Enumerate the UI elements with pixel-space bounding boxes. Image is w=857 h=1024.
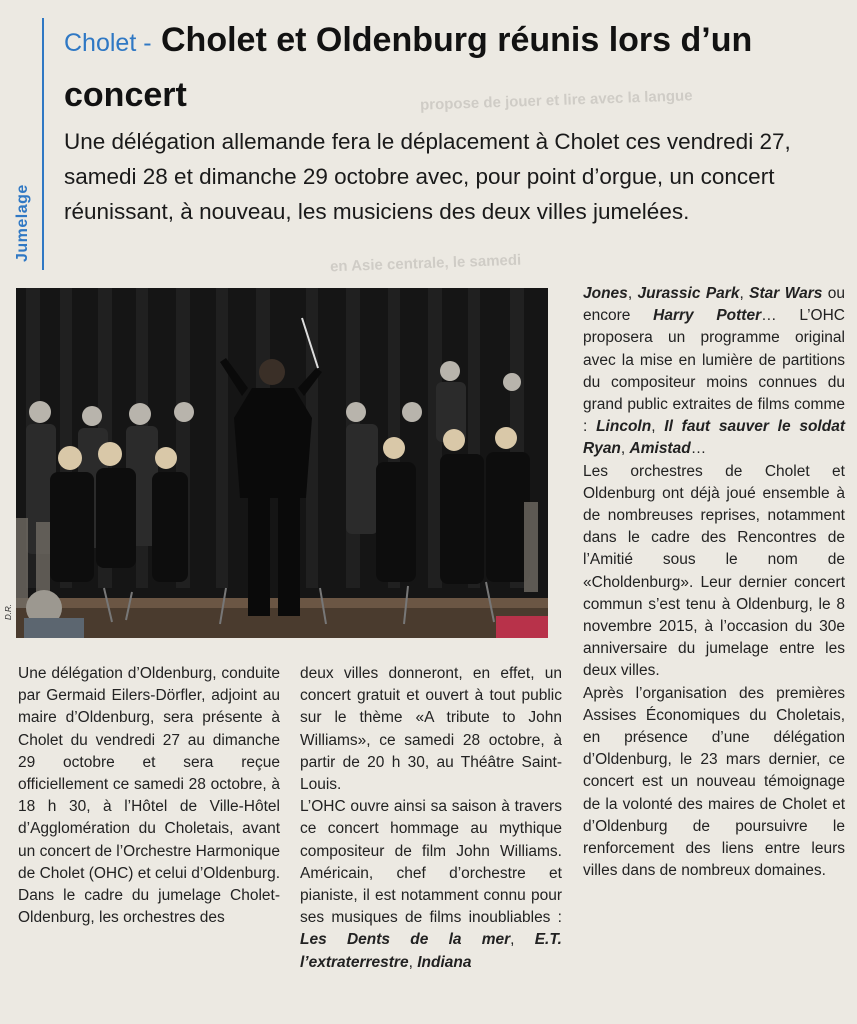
film-title: Star Wars xyxy=(749,285,823,302)
body-text: L’OHC ouvre ainsi sa saison à travers ce concert hommage au mythique compositeur de film John Williams. Américain, chef d’orchestre et pianiste, il est notamment connu pour ses musiques de films inoubliables : xyxy=(300,798,562,927)
bleed-through-text: en Asie centrale, le samedi xyxy=(329,251,522,276)
film-title: Les Dents de la mer xyxy=(300,931,511,949)
body-paragraph: deux villes donneront, en effet, un concert gratuit et ouvert à tout public sur le thème «A tribute to John Williams», ce samedi 28 octobre, à partir de 20 h 30, au Théâtre Saint-Louis. xyxy=(300,665,562,794)
body-text: … L’OHC proposera un programme original avec la mise en lumière de partitions du compositeur moins connues du grand public extraites de films comme : xyxy=(583,307,845,436)
section-rule xyxy=(42,18,44,270)
body-paragraph: L’OHC ouvre ainsi sa saison à travers ce concert hommage au mythique compositeur de film John Williams. Américain, chef d’orchestre et pianiste, il est notamment connu pour ses musiques de films inoubliables : Les Dents de la mer, E.T. l’extraterrestre, Indiana xyxy=(300,798,562,971)
text-column-3 xyxy=(583,283,845,882)
film-title: Jones xyxy=(583,285,628,302)
body-paragraph: Après l’organisation des premières Assises Économiques du Choletais, en présence d’une délégation d’Oldenburg, le 23 mars dernier, ce concert est un nouveau témoignage de la volonté des maires de Cholet et d’Oldenburg de poursuivre le renforcement des liens entre leurs villes dans de nombreux domaines. xyxy=(583,684,845,880)
concert-photo xyxy=(16,288,548,638)
film-title: Jurassic Park xyxy=(637,285,740,302)
film-title: Indiana xyxy=(417,953,472,971)
standfirst: Une délégation allemande fera le déplacement à Cholet ces vendredi 27, samedi 28 et dimanche 29 octobre avec, pour point d’orgue, un concert réunissant, à nouveau, les musiciens des deux villes jumelées. xyxy=(64,129,791,224)
body-paragraph: Une délégation d’Oldenburg, conduite par Germaid Eilers-Dörfler, adjoint au maire d’Oldenburg, sera présente à Cholet du vendredi 27 au dimanche 29 octobre et sera reçue officiellement ce samedi 28 octobre, à 18 h 30, à l’Hôtel de Ville-Hôtel d’Agglomération du Choletais, avant un concert de l’Orchestre Harmonique de Cholet (OHC) et celui d’Oldenburg. Dans le cadre du jumelage Cholet-Oldenburg, les orchestres des xyxy=(18,665,280,927)
headline-kicker: Cholet - xyxy=(64,29,152,57)
text-column-2 xyxy=(300,663,562,974)
photo-credit: D.R. xyxy=(4,604,13,620)
body-paragraph: Les orchestres de Cholet et Oldenburg ont déjà joué ensemble à de nombreuses reprises, notamment dans le cadre des Rencontres de l’Amitié sous le nom de «Choldenburg». Leur dernier concert commun s’est tenu à Oldenburg, le 8 novembre 2015, à l’occasion du 30e anniversaire du jumelage entre les deux villes. xyxy=(583,462,845,680)
film-title: Lincoln xyxy=(596,418,652,436)
headline xyxy=(64,14,844,121)
headline-text: Cholet et Oldenburg réunis lors d’un concert xyxy=(64,21,753,114)
film-title: Il faut sauver le soldat Ryan xyxy=(583,418,845,458)
bleed-through-text: propose de jouer et lire avec la langue xyxy=(419,87,693,114)
section-tag: Jumelage xyxy=(14,184,31,262)
text-column-1 xyxy=(18,663,280,929)
orchestra-image xyxy=(16,288,548,638)
film-title: Amistad xyxy=(629,440,691,458)
body-paragraph: Jones, Jurassic Park, Star Wars ou encore Harry Potter… L’OHC proposera un programme original avec la mise en lumière de partitions du compositeur moins connues du grand public extraites de films comme : Lincoln, Il faut sauver le soldat Ryan, Amistad… xyxy=(583,285,845,458)
body-text: ou encore xyxy=(583,285,845,325)
film-title: E.T. l’extraterrestre xyxy=(300,931,562,971)
film-title: Harry Potter xyxy=(653,307,762,325)
